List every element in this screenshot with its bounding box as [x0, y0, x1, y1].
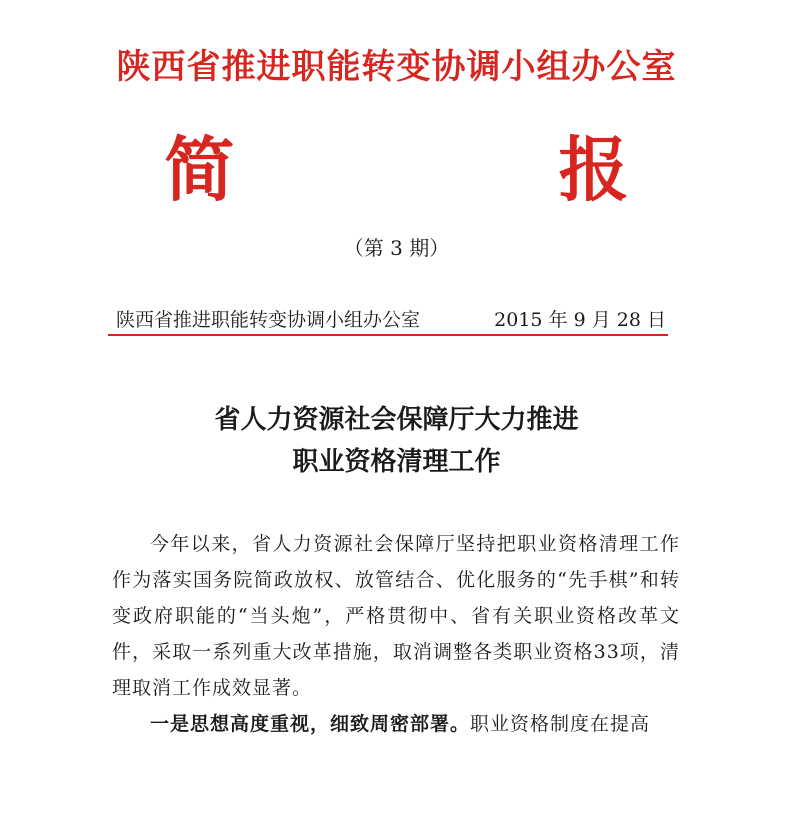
paragraph-2: [112, 706, 680, 742]
meta-date: 2015 年 9 月 28 日: [494, 309, 666, 331]
meta-office: 陕西省推进职能转变协调小组办公室: [116, 309, 421, 331]
article-title: [0, 399, 793, 483]
paragraph-2-lead: 一是思想高度重视，细致周密部署。: [150, 713, 471, 735]
issuing-organization: 陕西省推进职能转变协调小组办公室: [116, 47, 677, 87]
bulletin-title: 简 报: [164, 129, 779, 211]
article-title-line-2: 职业资格清理工作: [292, 447, 501, 477]
issue-number: （第 3 期）: [343, 236, 450, 260]
meta-row: [116, 305, 666, 335]
red-divider: [108, 334, 668, 336]
article-title-line-1: 省人力资源社会保障厅大力推进: [214, 405, 579, 435]
article-body: [112, 526, 680, 742]
paragraph-2-text: 职业资格制度在提高: [470, 713, 651, 735]
paragraph-1: 今年以来，省人力资源社会保障厅坚持把职业资格清理工作作为落实国务院简政放权、放管结合、优化服务的“先手棋”和转变政府职能的“当头炮”，严格贯彻中、省有关职业资格改革文件，采取一系列重大改革措施，取消调整各类职业资格33项，清理取消工作成效显著。: [112, 533, 680, 699]
